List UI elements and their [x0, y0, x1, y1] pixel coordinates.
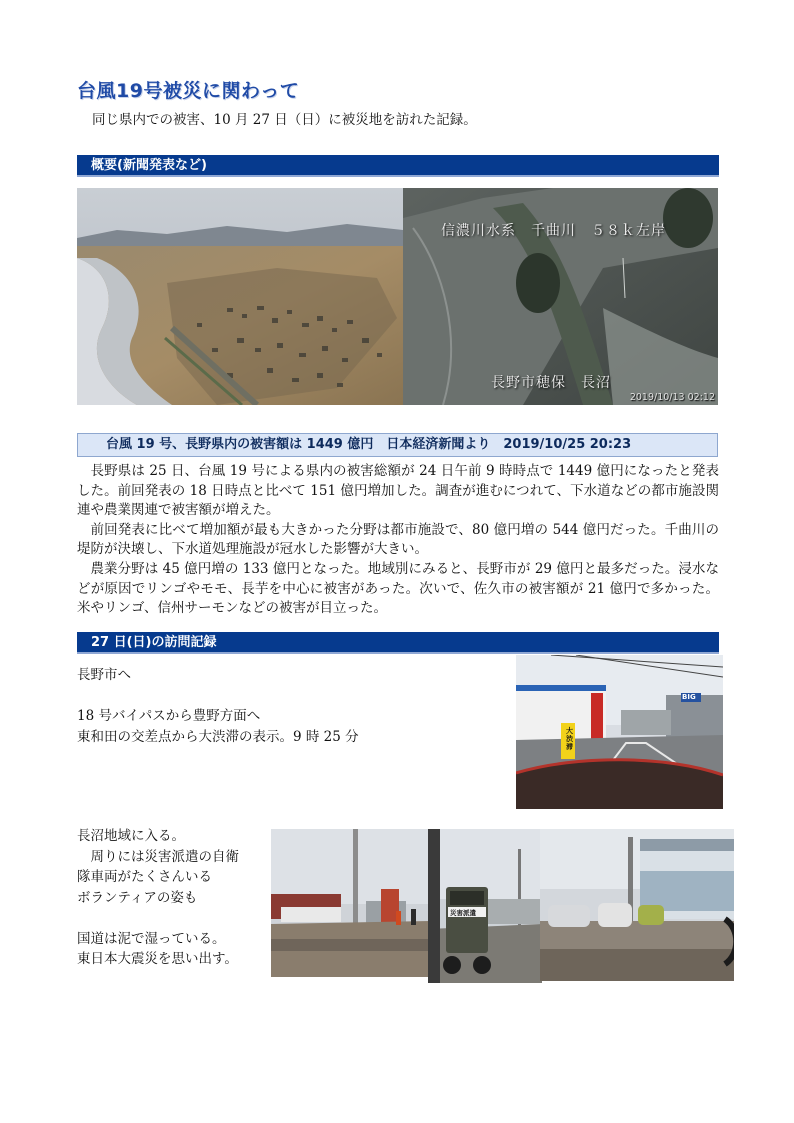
visit-line: 周りには災害派遣の自衛: [77, 848, 239, 865]
river-camera-overlay-bottom: 長野市穂保 長沼: [491, 375, 611, 391]
vehicle-plate: 災害派遣: [450, 909, 476, 917]
visit-line: 18 号バイパスから豊野方面へ: [77, 708, 261, 724]
river-camera-photo: [403, 188, 718, 405]
visit-notes-2: [77, 826, 239, 970]
street-mud-photo: [271, 829, 430, 977]
aerial-flood-photo: [77, 188, 403, 405]
visit-line: 長野市へ: [77, 667, 131, 683]
big-store-sign: BIG: [682, 693, 696, 701]
section-heading-overview: 概要(新聞発表など): [77, 155, 719, 177]
visit-line: 長沼地域に入る。: [77, 828, 185, 844]
traffic-jam-sign: 大渋滞: [566, 727, 573, 751]
visit-line: 隊車両がたくさんいる: [77, 869, 212, 885]
page-title: 台風19号被災に関わって: [77, 80, 300, 102]
river-camera-timestamp: 2019/10/13 02:12: [629, 392, 715, 403]
news-paragraph: 農業分野は 45 億円増の 133 億円となった。地域別にみると、長野市が 29 億円と最多だった。浸水などが原因でリンゴやモモ、長芋を中心に被害があった。次いで、佐久市の被害額が 21 億円で多かった。米やリンゴ、信州サーモンなどの被害が目立った。: [77, 560, 719, 617]
river-camera-overlay-top: 信濃川水系 千曲川 ５８ｋ左岸: [441, 223, 666, 239]
news-body: [77, 462, 719, 619]
visit-line: 国道は泥で湿っている。: [77, 930, 226, 947]
sdf-vehicle-photo: [428, 829, 542, 983]
visit-line: [77, 686, 359, 707]
visit-line: 東日本大震災を思い出す。: [77, 951, 238, 967]
news-paragraph: 前回発表に比べて増加額が最も大きかった分野は都市施設で、80 億円増の 544 億円だった。千曲川の堤防が決壊し、下水道処理施設が冠水した影響が大きい。: [77, 521, 719, 558]
visit-line: 東和田の交差点から大渋滞の表示。9 時 25 分: [77, 728, 359, 745]
section-heading-visit: 27 日(日)の訪問記録: [77, 632, 719, 654]
visit-line: ボランティアの姿も: [77, 889, 198, 906]
visit-line: [77, 908, 239, 929]
intro-text: 同じ県内での被害、10 月 27 日（日）に被災地を訪れた記録。: [92, 112, 477, 128]
news-paragraph: 長野県は 25 日、台風 19 号による県内の被害総額が 24 日午前 9 時時点で 1449 億円になったと発表した。前回発表の 18 日時点と比べて 151 億円増加した。調査が進むにつれて、下水道などの都市施設関連や農業関連で被害額が増えた。: [77, 463, 719, 519]
car-dealership-photo: [540, 829, 734, 981]
news-headline: 台風 19 号、長野県内の被害額は 1449 億円 日本経済新聞より 2019/10/25 20:23: [77, 433, 718, 457]
visit-notes-1: [77, 665, 359, 747]
road-windshield-photo: [516, 655, 723, 809]
